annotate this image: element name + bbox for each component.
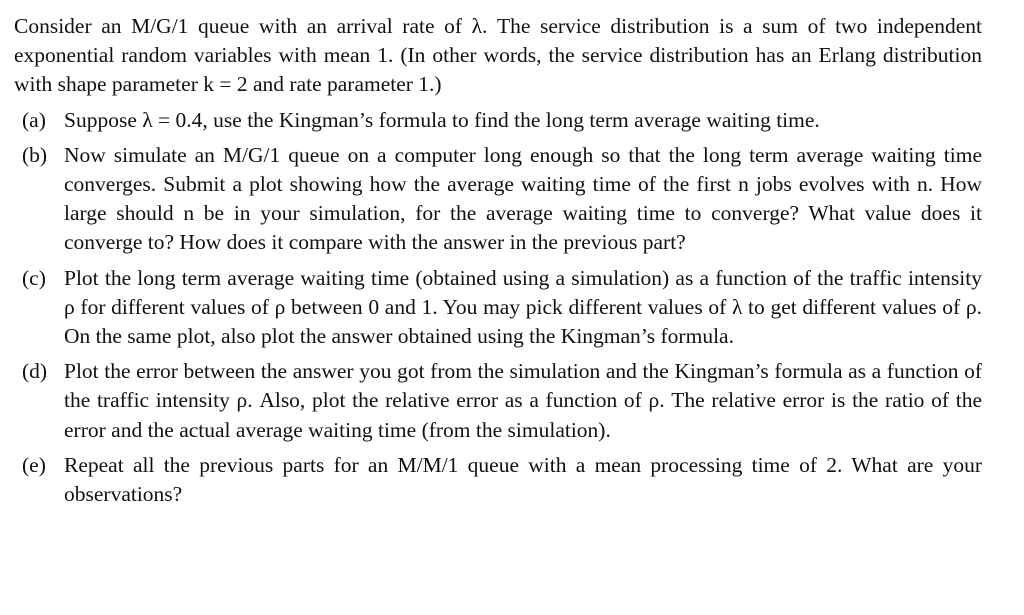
part-text: Plot the error between the answer you got from the simulation and the Kingman’s formula as a function of the traffic intensity ρ. Also, plot the relative error as a function of ρ. The relative error is the ratio of the error and the actual average waiting time (from the simulation). — [64, 359, 982, 442]
problem-intro: Consider an M/G/1 queue with an arrival rate of λ. The service distribution is a sum of two independent exponential random variables with mean 1. (In other words, the service distribution has an Erlang distribution with shape parameter k = 2 and rate parameter 1.) — [14, 14, 982, 97]
part-marker: (e) — [22, 452, 46, 477]
part-text: Repeat all the previous parts for an M/M/1 queue with a mean processing time of 2. What are your observations? — [64, 452, 982, 507]
problem-part-e — [14, 451, 982, 509]
part-marker: (b) — [22, 142, 48, 167]
problem-document — [14, 12, 982, 515]
part-text: Plot the long term average waiting time (obtained using a simulation) as a function of the traffic intensity ρ for different values of ρ between 0 and 1. You may pick different values of λ to get different values of ρ. On the same plot, also plot the answer obtained using the Kingman’s formula. — [64, 265, 982, 349]
part-marker: (c) — [22, 265, 46, 290]
part-marker: (d) — [22, 359, 48, 384]
part-marker: (a) — [22, 107, 46, 132]
problem-part-b — [14, 141, 982, 258]
problem-part-d — [14, 357, 982, 445]
problem-part-c — [14, 264, 982, 352]
part-text: Suppose λ = 0.4, use the Kingman’s formula to find the long term average waiting time. — [64, 107, 820, 132]
problem-parts-list — [14, 106, 982, 510]
part-text: Now simulate an M/G/1 queue on a computer long enough so that the long term average waiting time converges. Submit a plot showing how the average waiting time of the first n jobs evolves with n. How large should n be in your simulation, for the average waiting time to converge? What value does it converge to? How does it compare with the answer in the previous part? — [64, 142, 982, 255]
problem-part-a — [14, 106, 982, 135]
